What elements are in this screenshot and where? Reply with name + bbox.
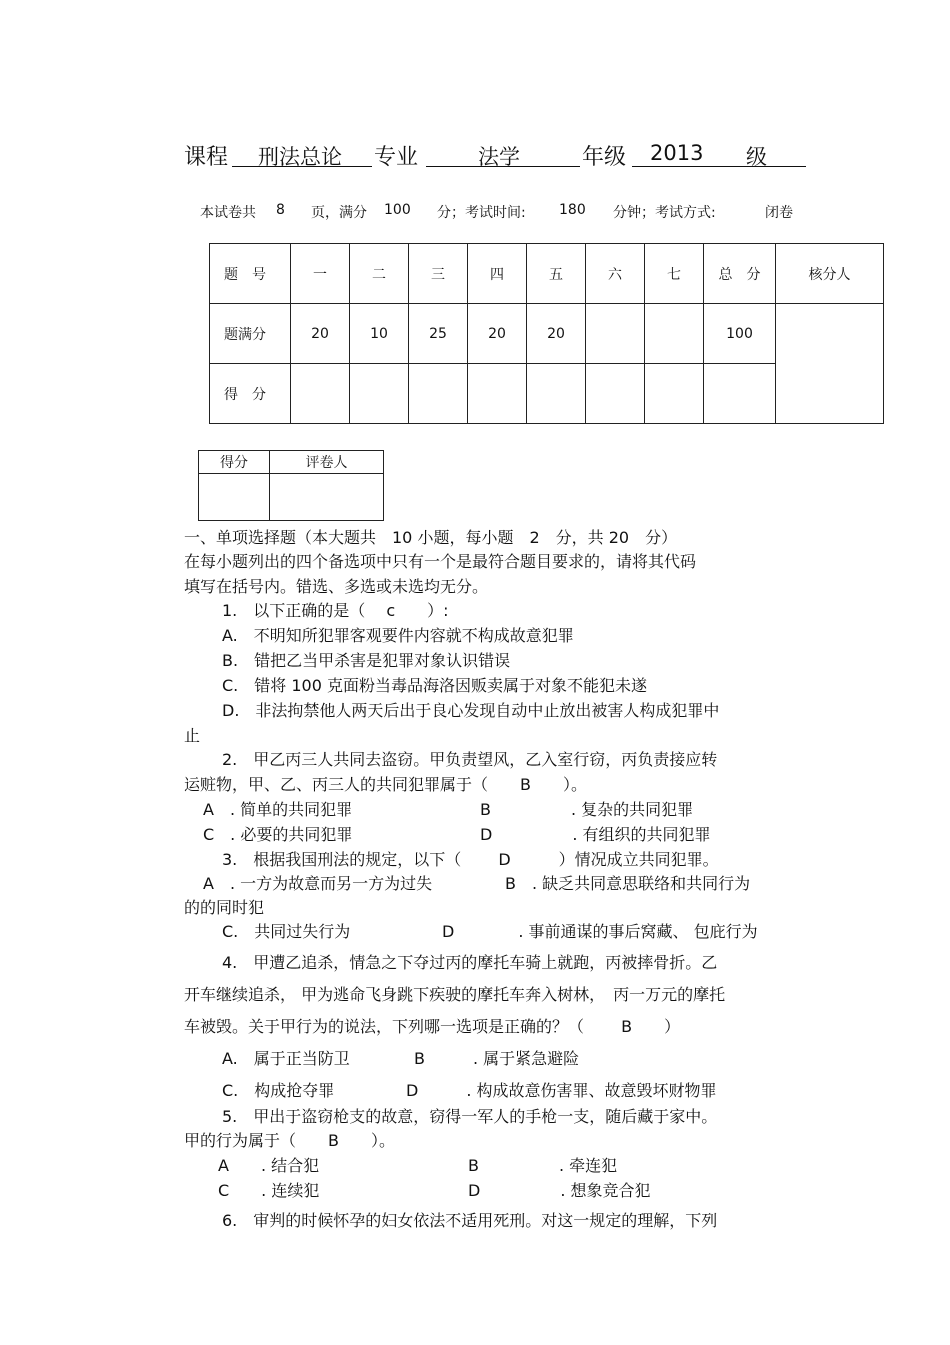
full-score-cell: 20 (527, 304, 586, 364)
q5-option-a: A . 结合犯 (218, 1156, 320, 1175)
section-title: 一、单项选择题（本大题共 10 小题，每小题 2 分，共 20 分） (184, 528, 678, 547)
major-value: 法学 (478, 145, 520, 169)
grader-name-cell (270, 474, 384, 521)
course-label: 课程 (184, 145, 229, 170)
col-header-2: 二 (350, 244, 409, 304)
q5-option-d: D . 想象竞合犯 (468, 1181, 651, 1200)
q3-option-b: B . 缺乏共同意思联络和共同行为 (505, 874, 751, 893)
section-instruction-2: 填写在括号内。错选、多选或未选均无分。 (184, 577, 489, 596)
exam-mode: 闭卷 (765, 205, 793, 221)
q1-option-b: B. 错把乙当甲杀害是犯罪对象认识错误 (222, 651, 511, 670)
pages-unit: 页，满分 (311, 205, 367, 221)
major-underline (426, 166, 580, 167)
full-score-total: 100 (704, 304, 776, 364)
q3-stem: 3. 根据我国刑法的规定，以下（ D ）情况成立共同犯罪。 (222, 850, 719, 869)
earned-score-cell (586, 364, 645, 424)
q1-option-a: A. 不明知所犯罪客观要件内容就不构成故意犯罪 (222, 626, 574, 645)
q3-option-c: C. 共同过失行为 (222, 922, 351, 941)
course-value: 刑法总论 (258, 145, 342, 169)
row-label-question-no: 题 号 (210, 244, 291, 304)
col-header-3: 三 (409, 244, 468, 304)
q5-option-c: C . 连续犯 (218, 1181, 320, 1200)
earned-score-cell (409, 364, 468, 424)
q1-option-d: D. 非法拘禁他人两天后出于良心发现自动中止放出被害人构成犯罪中 (222, 701, 720, 720)
earned-score-cell (291, 364, 350, 424)
q2-option-a: A . 简单的共同犯罪 (203, 800, 353, 819)
grade-label: 年级 (582, 145, 627, 170)
q4-stem-2: 开车继续追杀， 甲为逃命飞身跳下疾驶的摩托车奔入树林， 丙一万元的摩托 (184, 985, 726, 1004)
major-label: 专业 (374, 145, 419, 170)
pages-value: 8 (276, 202, 285, 218)
section-instruction-1: 在每小题列出的四个备选项中只有一个是最符合题目要求的，请将其代码 (184, 552, 697, 571)
q6-stem: 6. 审判的时候怀孕的妇女依法不适用死刑。对这一规定的理解，下列 (222, 1211, 718, 1230)
col-header-5: 五 (527, 244, 586, 304)
q5-stem-2: 甲的行为属于（ B ）。 (184, 1131, 395, 1150)
q4-option-a: A. 属于正当防卫 (222, 1049, 350, 1068)
earned-score-total (704, 364, 776, 424)
q4-option-c: C. 构成抢夺罪 (222, 1081, 335, 1100)
full-score-cell: 10 (350, 304, 409, 364)
time-unit: 分钟；考试方式: (613, 205, 716, 221)
q3-option-b-cont: 的的同时犯 (184, 898, 265, 917)
pages-label: 本试卷共 (200, 205, 256, 221)
col-header-7: 七 (645, 244, 704, 304)
col-header-1: 一 (291, 244, 350, 304)
q1-stem: 1. 以下正确的是（ c ）: (222, 601, 449, 620)
q3-option-a: A . 一方为故意而另一方为过失 (203, 874, 433, 893)
col-header-4: 四 (468, 244, 527, 304)
earned-score-cell (468, 364, 527, 424)
full-score-cell: 20 (291, 304, 350, 364)
score-unit: 分；考试时间: (437, 205, 526, 221)
q4-stem-3: 车被毁。关于甲行为的说法，下列哪一选项是正确的？（ B ） (184, 1017, 681, 1036)
grader-score-cell (199, 474, 270, 521)
time-value: 180 (559, 202, 586, 218)
grader-score-label: 得分 (199, 451, 270, 474)
full-score-cell: 20 (468, 304, 527, 364)
score-table (209, 243, 884, 424)
q4-stem-1: 4. 甲遭乙追杀，情急之下夺过丙的摩托车骑上就跑，丙被摔骨折。乙 (222, 953, 718, 972)
col-header-6: 六 (586, 244, 645, 304)
grader-box (198, 450, 384, 521)
q2-option-d: D . 有组织的共同犯罪 (480, 825, 711, 844)
row-label-earned: 得 分 (210, 364, 291, 424)
grade-underline (632, 166, 806, 167)
q1-option-d-cont: 止 (184, 726, 201, 745)
q4-option-b: B . 属于紧急避险 (414, 1049, 580, 1068)
q5-stem-1: 5. 甲出于盗窃枪支的故意，窃得一军人的手枪一支，随后藏于家中。 (222, 1107, 718, 1126)
full-score-value: 100 (384, 202, 411, 218)
full-score-cell (645, 304, 704, 364)
q2-option-c: C . 必要的共同犯罪 (203, 825, 353, 844)
row-label-full-score: 题满分 (210, 304, 291, 364)
q1-option-c: C. 错将 100 克面粉当毒品海洛因贩卖属于对象不能犯未遂 (222, 676, 647, 695)
full-score-cell (586, 304, 645, 364)
grader-name-label: 评卷人 (270, 451, 384, 474)
full-score-cell: 25 (409, 304, 468, 364)
col-header-total: 总 分 (704, 244, 776, 304)
q3-option-d: D . 事前通谋的事后窝藏、 包庇行为 (442, 922, 758, 941)
earned-score-cell (645, 364, 704, 424)
grade-suffix: 级 (746, 145, 767, 169)
q5-option-b: B . 牵连犯 (468, 1156, 618, 1175)
course-underline (232, 166, 372, 167)
earned-score-cell (527, 364, 586, 424)
q2-stem-2: 运赃物，甲、乙、丙三人的共同犯罪属于（ B ）。 (184, 775, 587, 794)
checker-cell (776, 304, 884, 424)
col-header-checker: 核分人 (776, 244, 884, 304)
q2-option-b: B . 复杂的共同犯罪 (480, 800, 694, 819)
q2-stem-1: 2. 甲乙丙三人共同去盗窃。甲负责望风，乙入室行窃，丙负责接应转 (222, 750, 718, 769)
q4-option-d: D . 构成故意伤害罪、故意毁坏财物罪 (406, 1081, 717, 1100)
grade-value: 2013 (650, 141, 704, 165)
earned-score-cell (350, 364, 409, 424)
